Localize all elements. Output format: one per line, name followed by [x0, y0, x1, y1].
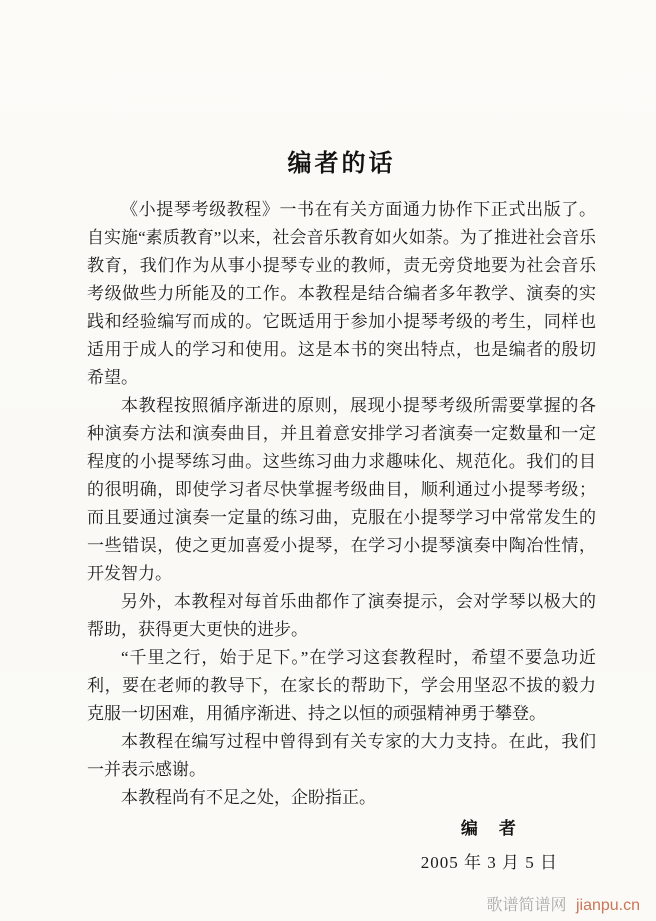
- preface-paragraph-1: 《小提琴考级教程》一书在有关方面通力协作下正式出版了。自实施“素质教育”以来，社会音乐教育如火如荼。为了推进社会音乐教育，我们作为从事小提琴专业的教师，责无旁贷地要为社会音乐考级做些力所能及的工作。本教程是结合编者多年教学、演奏的实践和经验编写而成的。它既适用于参加小提琴考级的考生，同样也适用于成人的学习和使用。这是本书的突出特点，也是编者的殷切希望。: [87, 200, 596, 387]
- preface-paragraph-5: 本教程在编写过程中曾得到有关专家的大力支持。在此，我们一并表示感谢。: [87, 732, 596, 779]
- preface-paragraph-4: “千里之行，始于足下。”在学习这套教程时，希望不要急功近利，要在老师的教导下，在家长的帮助下，学会用坚忍不拔的毅力克服一切困难，用循序渐进、持之以恒的顽强精神勇于攀登。: [87, 648, 596, 723]
- watermark-site-url: jianpu.cn: [575, 897, 640, 914]
- signature-block: [421, 814, 558, 873]
- preface-paragraph-6: 本教程尚有不足之处，企盼指正。: [121, 788, 376, 807]
- author-signature: 编 者: [460, 819, 518, 838]
- watermark: [486, 892, 640, 915]
- preface-body: [87, 196, 596, 812]
- preface-paragraph-3: 另外，本教程对每首乐曲都作了演奏提示，会对学琴以极大的帮助，获得更大更快的进步。: [87, 592, 596, 639]
- page-title: 编者的话: [287, 150, 396, 178]
- preface-paragraph-2: 本教程按照循序渐进的原则，展现小提琴考级所需要掌握的各种演奏方法和演奏曲目，并且着意安排学习者演奏一定数量和一定程度的小提琴练习曲。这些练习曲力求趣味化、规范化。我们的目的很明确，即使学习者尽快掌握考级曲目，顺利通过小提琴考级；而且要通过演奏一定量的练习曲，克服在小提琴学习中常常发生的一些错误，使之更加喜爱小提琴，在学习小提琴演奏中陶冶性情，开发智力。: [87, 396, 596, 583]
- watermark-site-name: 歌谱简谱网: [486, 897, 567, 914]
- publication-date: 2005 年 3 月 5 日: [420, 853, 558, 872]
